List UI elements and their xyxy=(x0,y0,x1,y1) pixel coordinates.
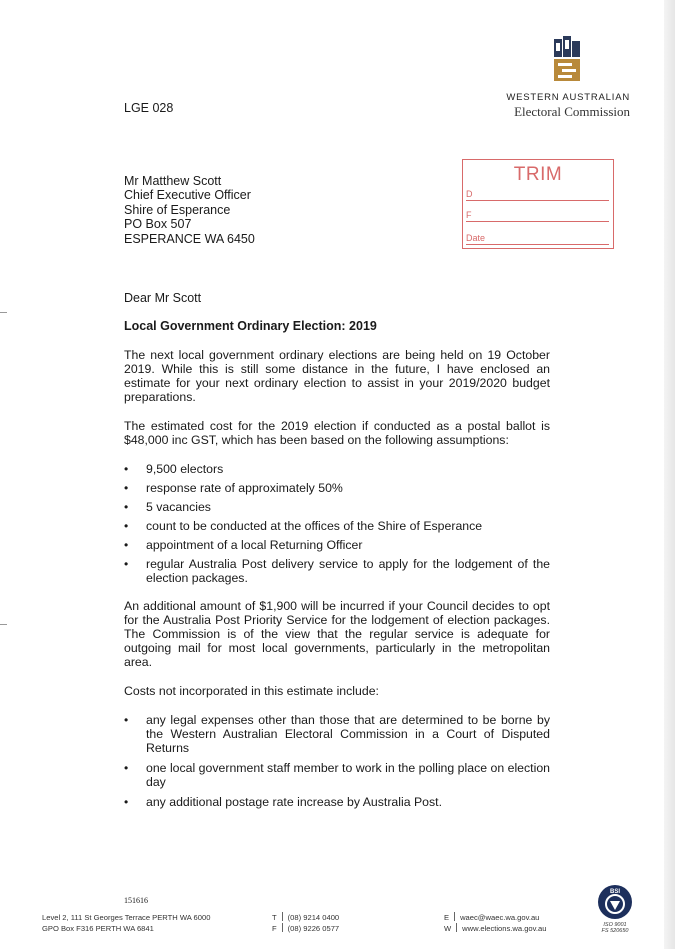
paragraph: The next local government ordinary elections are being held on 19 October 2019. While this is still some distance in the future, I have enclosed an estimate for your next ordinary election to assist in your 2019/2020 budget preparations. xyxy=(124,348,550,404)
recipient-line: Mr Matthew Scott xyxy=(124,174,222,188)
recipient-address xyxy=(124,174,255,246)
list-item: • one local government staff member to work in the polling place on election day xyxy=(124,761,550,789)
organisation-line2: Electoral Commission xyxy=(514,104,630,119)
paragraph: The estimated cost for the 2019 election if conducted as a postal ballot is $48,000 inc GST, which has been based on the following assumptions: xyxy=(124,419,550,447)
organisation-line1: WESTERN AUSTRALIAN xyxy=(506,92,630,103)
footer-phone xyxy=(272,912,339,934)
margin-mark xyxy=(0,312,7,313)
footer-address-line: GPO Box F316 PERTH WA 6841 xyxy=(42,924,154,933)
website-link[interactable]: www.elections.wa.gov.au xyxy=(462,924,547,933)
trim-date-field: Date xyxy=(466,233,609,245)
list-item: • regular Australia Post delivery service to apply for the lodgement of the election packages. xyxy=(124,557,550,585)
list-item: • any legal expenses other than those that are determined to be borne by the Western Australian Electoral Commission in a Court of Disputed Returns xyxy=(124,713,550,755)
iso-standard: ISO 9001 xyxy=(603,922,627,928)
list-item: • any additional postage rate increase by Australia Post. xyxy=(124,795,550,809)
list-item: • appointment of a local Returning Officer xyxy=(124,538,550,552)
bsi-label: BSI xyxy=(609,889,621,895)
trim-title: TRIM xyxy=(513,164,563,185)
recipient-line: PO Box 507 xyxy=(124,217,192,232)
trim-d-field: D xyxy=(466,189,609,201)
recipient-line: Shire of Esperance xyxy=(124,202,231,217)
bsi-certification-icon xyxy=(597,884,633,920)
waec-logo-icon xyxy=(554,36,580,82)
organisation-name xyxy=(506,92,630,120)
paragraph: Costs not incorporated in this estimate include: xyxy=(124,684,379,698)
list-item: • count to be conducted at the offices of the Shire of Esperance xyxy=(124,519,550,533)
salutation: Dear Mr Scott xyxy=(124,291,202,305)
email-label: E xyxy=(444,913,450,922)
fax-number: (08) 9226 0577 xyxy=(287,924,340,933)
list-item: • 5 vacancies xyxy=(124,500,550,514)
exclusions-list xyxy=(124,713,550,809)
trim-stamp xyxy=(462,159,614,249)
list-item: • 9,500 electors xyxy=(124,462,550,476)
paragraph: An additional amount of $1,900 will be incurred if your Council decides to opt for the Australia Post Priority Service for the lodgement of election packages. The Commission is of the view that the regular service is adequate for outgoing mail for most local governments, particularly in the metropolitan area. xyxy=(124,599,550,669)
assumptions-list xyxy=(124,462,550,585)
trim-f-field: F xyxy=(466,210,609,222)
recipient-line: ESPERANCE WA 6450 xyxy=(124,231,255,246)
page-edge xyxy=(664,0,675,949)
email-link[interactable]: waec@waec.wa.gov.au xyxy=(460,913,540,922)
iso-certification-text xyxy=(592,922,638,934)
website-label: W xyxy=(444,924,452,933)
recipient-line: Chief Executive Officer xyxy=(124,188,251,203)
document-number: 151616 xyxy=(124,896,148,905)
footer-address-line: Level 2, 111 St Georges Terrace PERTH WA 6000 xyxy=(42,913,211,922)
margin-mark xyxy=(0,624,7,625)
reference-number: LGE 028 xyxy=(124,101,174,115)
list-item: • response rate of approximately 50% xyxy=(124,481,550,495)
phone-number: (08) 9214 0400 xyxy=(287,913,340,922)
footer-address xyxy=(42,912,210,934)
subject-heading: Local Government Ordinary Election: 2019 xyxy=(124,319,377,333)
iso-certificate-number: FS 520650 xyxy=(601,928,629,934)
fax-label: F xyxy=(272,924,277,933)
footer-contact xyxy=(444,912,546,934)
phone-label: T xyxy=(272,913,277,922)
